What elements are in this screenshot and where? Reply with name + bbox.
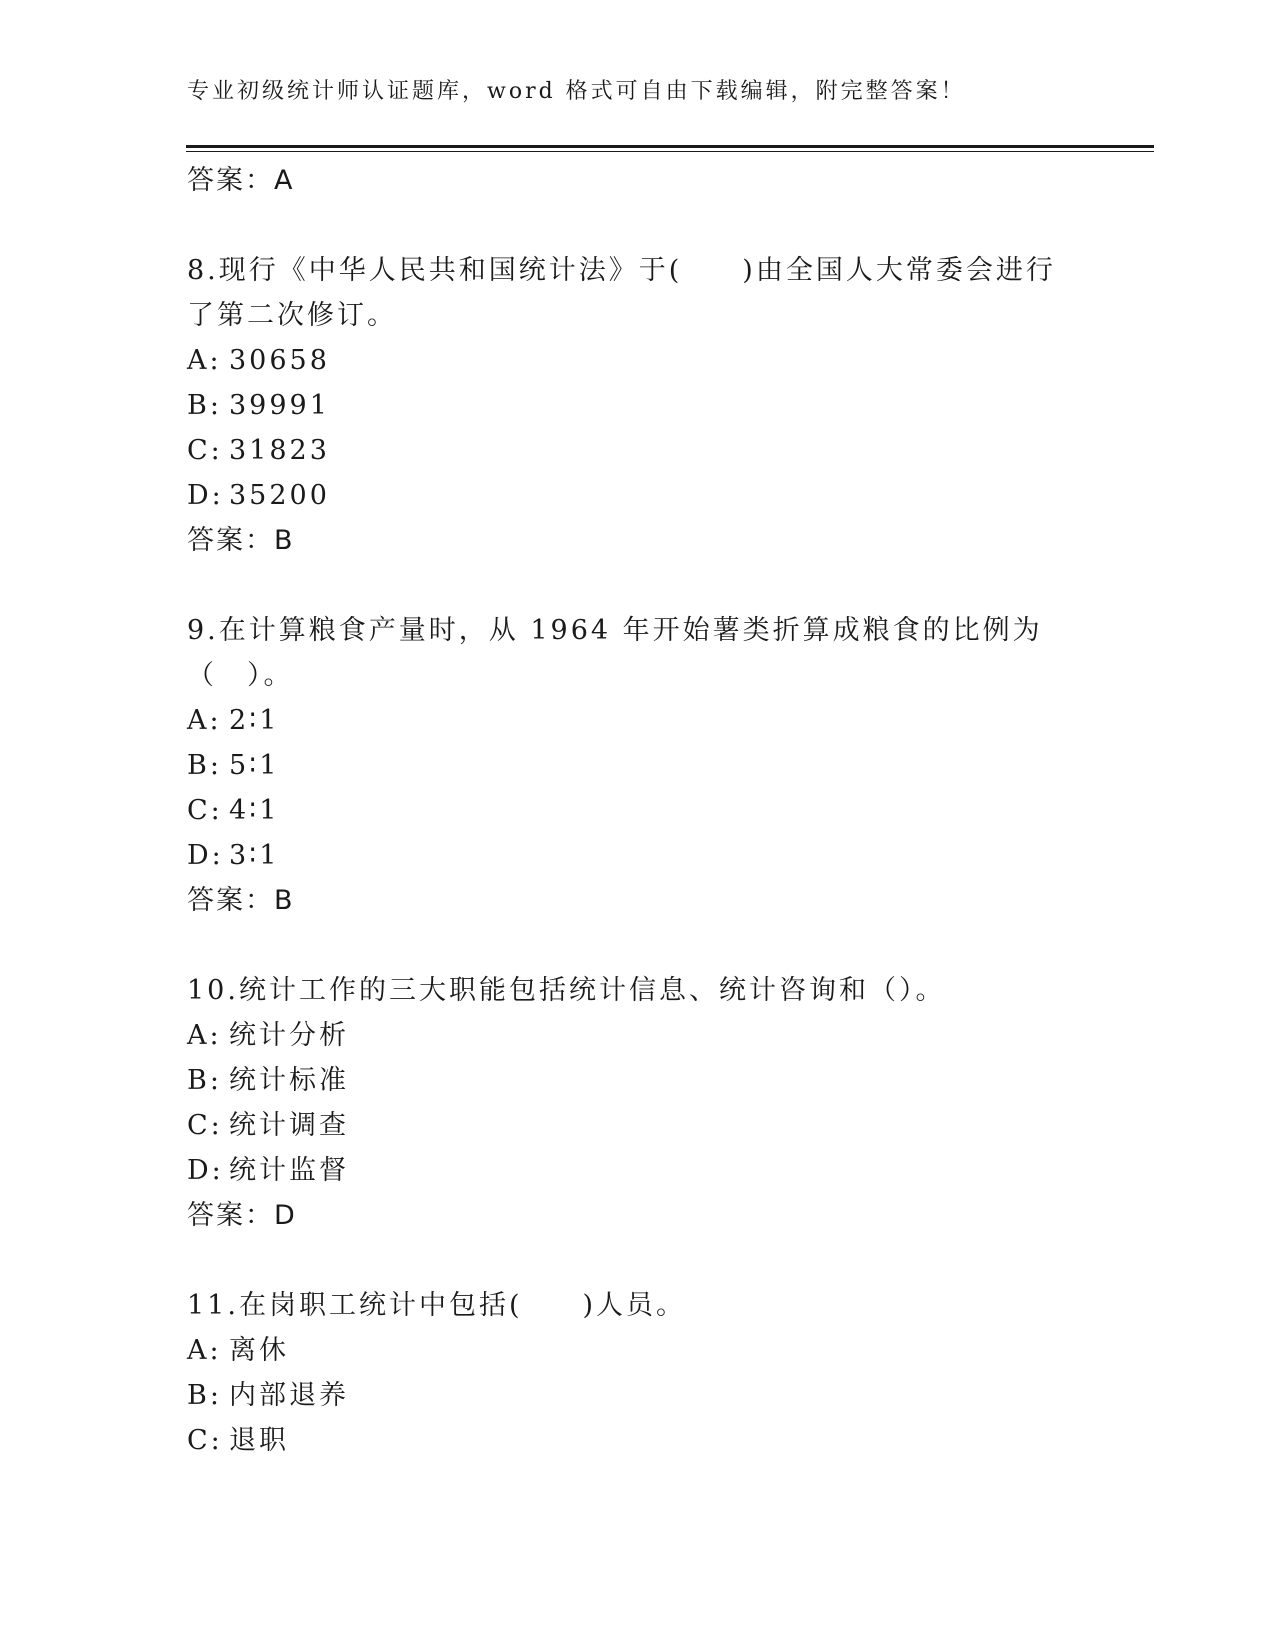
option-c bbox=[187, 1418, 1067, 1463]
option-text: 统计分析 bbox=[229, 1020, 349, 1051]
option-c bbox=[187, 1103, 1067, 1148]
option-text: 31823 bbox=[229, 435, 330, 466]
option-letter: A: bbox=[187, 1020, 222, 1051]
option-text: 内部退养 bbox=[229, 1380, 349, 1411]
option-d bbox=[187, 1148, 1067, 1193]
header-rule-thin bbox=[186, 151, 1154, 152]
option-b bbox=[187, 383, 1067, 428]
option-letter: C: bbox=[187, 1110, 223, 1141]
question-11 bbox=[187, 1283, 1067, 1463]
option-text: 35200 bbox=[229, 480, 330, 511]
option-b bbox=[187, 743, 1067, 788]
option-letter: C: bbox=[187, 795, 223, 826]
option-d bbox=[187, 833, 1067, 878]
option-text: 退职 bbox=[229, 1425, 289, 1456]
option-letter: A: bbox=[187, 705, 222, 736]
previous-answer: 答案：A bbox=[187, 165, 295, 196]
option-letter: A: bbox=[187, 1335, 222, 1366]
option-d bbox=[187, 473, 1067, 518]
option-b bbox=[187, 1373, 1067, 1418]
question-9 bbox=[187, 608, 1067, 923]
option-a bbox=[187, 338, 1067, 383]
option-text: 统计调查 bbox=[229, 1110, 349, 1141]
option-letter: C: bbox=[187, 435, 223, 466]
option-letter: C: bbox=[187, 1425, 223, 1456]
option-letter: B: bbox=[187, 1380, 222, 1411]
option-text: 4∶1 bbox=[229, 795, 280, 826]
option-letter: D: bbox=[187, 1155, 224, 1186]
option-letter: A: bbox=[187, 345, 222, 376]
option-a bbox=[187, 1013, 1067, 1058]
question-stem: 8.现行《中华人民共和国统计法》于( )由全国人大常委会进行了第二次修订。 bbox=[187, 255, 1056, 331]
option-text: 2∶1 bbox=[229, 705, 280, 736]
option-letter: B: bbox=[187, 750, 222, 781]
question-answer: 答案：B bbox=[187, 525, 295, 556]
option-c bbox=[187, 788, 1067, 833]
option-text: 统计监督 bbox=[229, 1155, 349, 1186]
option-c bbox=[187, 428, 1067, 473]
header-rule bbox=[186, 145, 1154, 148]
option-text: 39991 bbox=[229, 390, 330, 421]
option-text: 5∶1 bbox=[229, 750, 280, 781]
option-letter: B: bbox=[187, 1065, 222, 1096]
option-a bbox=[187, 1328, 1067, 1373]
option-text: 统计标准 bbox=[229, 1065, 349, 1096]
question-stem: 9.在计算粮食产量时，从 1964 年开始薯类折算成粮食的比例为（ ）。 bbox=[187, 615, 1043, 691]
option-a bbox=[187, 698, 1067, 743]
option-text: 3∶1 bbox=[229, 840, 280, 871]
question-stem: 10.统计工作的三大职能包括统计信息、统计咨询和（）。 bbox=[187, 975, 946, 1006]
option-text: 离休 bbox=[229, 1335, 289, 1366]
page-header: 专业初级统计师认证题库，word 格式可自由下载编辑，附完整答案！ bbox=[187, 79, 966, 104]
option-letter: B: bbox=[187, 390, 222, 421]
question-list bbox=[187, 158, 1067, 1463]
question-10 bbox=[187, 968, 1067, 1238]
question-8 bbox=[187, 248, 1067, 563]
option-letter: D: bbox=[187, 480, 224, 511]
option-text: 30658 bbox=[229, 345, 330, 376]
option-b bbox=[187, 1058, 1067, 1103]
question-answer: 答案：B bbox=[187, 885, 295, 916]
question-stem: 11.在岗职工统计中包括( )人员。 bbox=[187, 1290, 687, 1321]
option-letter: D: bbox=[187, 840, 224, 871]
question-answer: 答案：D bbox=[187, 1200, 297, 1231]
